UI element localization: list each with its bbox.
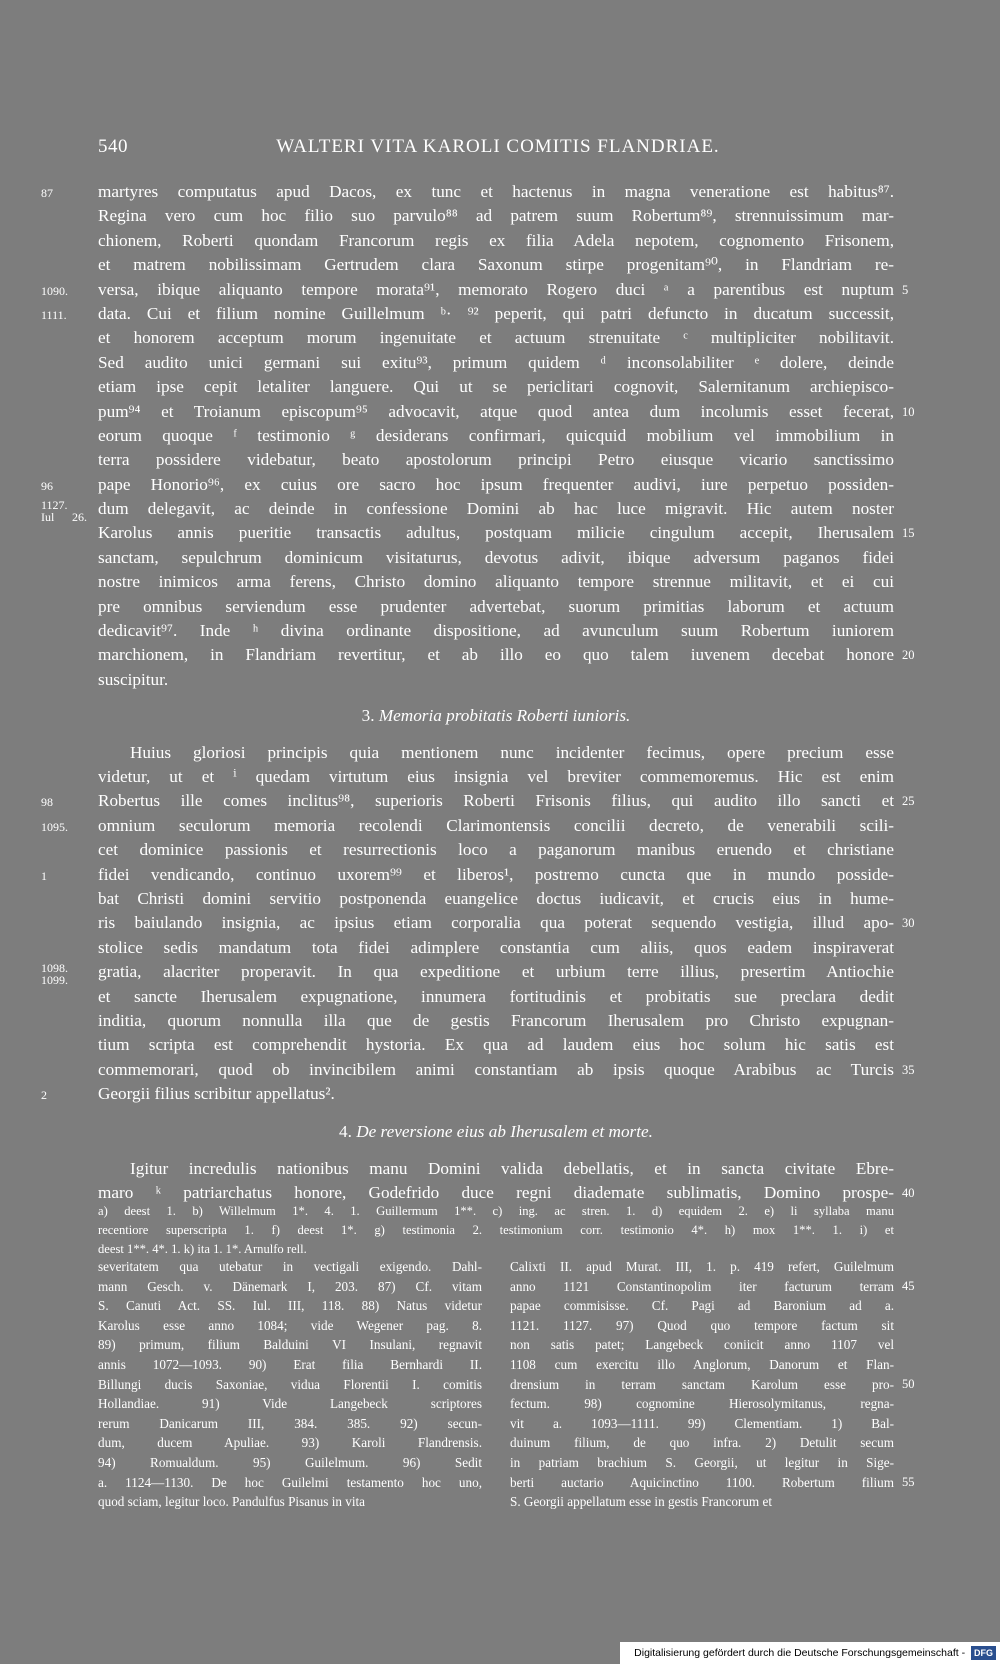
line-text: pape Honorio⁹⁶, ex cuius ore sacro hoc ipsum frequenter audivi, iure perpetuo possiden- (98, 474, 894, 494)
text-line (41, 1082, 894, 1106)
footnote-text: drensium in terram sanctam Karolum esse pro- (510, 1376, 894, 1392)
footnote-line: S. Canuti Act. SS. Iul. III, 118. 88) Natus videtur (98, 1298, 482, 1314)
text-line (98, 375, 894, 399)
line-text: Karolus annis pueritie transactis adultus, postquam milicie cingulum accepit, Iherusalem (98, 523, 894, 543)
section-number: 3. (361, 706, 379, 726)
footnote-line (510, 1355, 894, 1375)
text-line (98, 668, 894, 692)
footnote-line (510, 1277, 915, 1297)
footnote-line: severitatem qua utebatur in vectigali exigendo. Dahl- (98, 1259, 482, 1274)
text-line (41, 180, 894, 204)
text-line (98, 253, 894, 277)
footnote-line (510, 1414, 894, 1434)
apparatus-line: a) deest 1. b) Willelmum 1*. 4. 1. Guillermum 1**. c) ing. ac stren. 1. d) equidem 2. e) li syllaba manu (98, 1204, 894, 1218)
line-number: 45 (902, 1278, 915, 1293)
line-text: Regina vero cum hoc filio suo parvulo⁸⁸ ad patrem suum Robertum⁸⁹, strennuissimum mar- (98, 206, 894, 226)
left-margin-note: 1127. Iul 26. (41, 498, 87, 525)
footnote-line (510, 1316, 894, 1336)
footnote-line (510, 1296, 894, 1316)
section-heading-3 (98, 704, 894, 728)
footnote-line: mann Gesch. v. Dänemark I, 203. 87) Cf. vitam (98, 1278, 482, 1294)
text-line (98, 619, 894, 643)
left-margin-note: 1090. (41, 283, 68, 298)
line-text: pum⁹⁴ et Troianum episcopum⁹⁵ advocavit, atque quod antea dum incolumis esset fecerat, (98, 401, 894, 421)
line-text: inditia, quorum nonnulla illa que de gestis Francorum Iherusalem pro Christo expugnan- (98, 1010, 894, 1030)
text-line (98, 887, 894, 911)
line-text: et honorem acceptum morum ingenuitate et actuum strenuitate ᶜ multipliciter nobilitavit. (98, 328, 894, 348)
left-margin-note: 2 (41, 1088, 47, 1103)
text-line (98, 1157, 894, 1181)
critical-apparatus (98, 1202, 894, 1259)
text-line (41, 302, 894, 326)
line-text: marchionem, in Flandriam revertitur, et ab illo eo quo talem iuvenem decebat honore (98, 645, 894, 665)
line-text: ris baiulando insignia, ac ipsius etiam corporalia qua poterat sequendo vestigia, illud apo- (98, 913, 894, 933)
text-line (98, 229, 894, 253)
line-number: 5 (902, 282, 909, 297)
text-line (98, 546, 894, 570)
footnote-line: dum, ducem Apuliae. 93) Karoli Flandrensis. (98, 1435, 482, 1451)
footnote-text: papae commisisse. Cf. Pagi ad Baronium ad a. (510, 1298, 894, 1314)
line-text: omnium seculorum memoria recolendi Clarimontensis concilii decreto, de venerabili scili- (98, 815, 894, 835)
text-line (98, 838, 894, 862)
footnote-line: Hollandiae. 91) Vide Langebeck scriptores (98, 1396, 482, 1412)
text-line (98, 351, 894, 375)
line-text: chionem, Roberti quondam Francorum regis ex filia Adela nepotem, cognomento Frisonem, (98, 230, 894, 250)
line-number: 30 (902, 916, 915, 931)
footnotes-left-column (98, 1257, 482, 1512)
footnote-text: fectum. 98) cognomine Hierosolymitanus, regna- (510, 1396, 894, 1412)
footnote-line (510, 1375, 915, 1395)
line-text: commemorari, quod ob invincibilem animi constantiam ab ipsis quoque Arabibus ac Turcis (98, 1059, 894, 1079)
footnote-line (510, 1335, 894, 1355)
line-number: 35 (902, 1062, 915, 1077)
text-line (98, 1058, 915, 1082)
left-margin-note: 1098. 1099. (41, 961, 68, 988)
line-number: 10 (902, 404, 915, 419)
footnote-line: a. 1124—1130. De hoc Guilelmi testamento hoc uno, (98, 1474, 482, 1490)
text-line (98, 326, 894, 350)
text-line (98, 741, 894, 765)
left-margin-note: 87 (41, 186, 53, 200)
line-text: et sancte Iherusalem expugnatione, innumera fortitudinis et probitatis sue preclara dedit (98, 986, 894, 1006)
dfg-logo-icon: DFG (971, 1646, 996, 1660)
dfg-credit-banner[interactable] (620, 1642, 1000, 1664)
spacer (98, 1145, 894, 1157)
line-text: pre omnibus serviendum esse prudenter advertebat, suorum primitias laborum et actuum (98, 596, 894, 616)
spacer (98, 729, 894, 741)
spacer (98, 1106, 894, 1120)
footnote-text: S. Georgii appellatum esse in gestis Francorum et (510, 1494, 772, 1510)
footnote-line: Karolus esse anno 1084; vide Wegener pag. 8. (98, 1317, 482, 1333)
footnote-text: duinum filium, de quo infra. 2) Detulit secum (510, 1435, 894, 1451)
line-text: eorum quoque ᶠ testimonio ᵍ desiderans confirmari, quicquid mobilium vel immobilium in (98, 425, 894, 445)
text-line (98, 448, 894, 472)
text-line (98, 595, 894, 619)
footnote-line (510, 1473, 915, 1493)
footnote-text: in patriam brachium S. Georgii, ut legitur in Sige- (510, 1454, 894, 1470)
credit-text: Digitalisierung gefördert durch die Deutsche Forschungsgemeinschaft - (634, 1647, 966, 1659)
left-margin-note: 98 (41, 795, 53, 810)
text-line (41, 473, 894, 497)
text-line (41, 960, 894, 988)
line-text: maro ᵏ patriarchatus honore, Godefrido duce regni diademate sublimatis, Domino prospe- (98, 1183, 894, 1203)
line-text: data. Cui et filium nomine Guillelmum ᵇ· ⁹² peperit, qui patri defuncto in ducatum successit, (98, 303, 894, 323)
footnote-line: annis 1072—1093. 90) Erat filia Bernhardi II. (98, 1356, 482, 1372)
line-text: stolice sedis mandatum tota fidei adimplere constantia cum aliis, quos eadem inspiraverat (98, 937, 894, 957)
footnote-line (510, 1257, 894, 1277)
line-text: bat Christi domini servitio postponenda euangelice doctus iudicavit, et crucis eius in hume- (98, 888, 894, 908)
section-heading-4 (98, 1120, 894, 1144)
spacer (98, 692, 894, 704)
line-text: Igitur incredulis nationibus manu Domini valida debellatis, et in sancta civitate Ebre- (130, 1158, 894, 1178)
section-title: De reversione eius ab Iherusalem et morte. (356, 1122, 653, 1142)
page-number: 540 (98, 136, 128, 157)
footnote-text: vit a. 1093—1111. 99) Clementiam. 1) Bal- (510, 1415, 894, 1431)
line-text: versa, ibique aliquanto tempore morata⁹¹, memorato Rogero duci ᵃ a parentibus est nuptum (98, 279, 894, 299)
line-text: cet dominice passionis et resurrectionis loco a paganorum manibus eruendo et christiane (98, 840, 894, 860)
line-text: Robertus ille comes inclitus⁹⁸, superioris Roberti Frisonis filius, qui audito illo sancti et (98, 791, 894, 811)
text-line (98, 911, 915, 935)
text-line (98, 521, 915, 545)
line-number: 20 (902, 648, 915, 663)
line-text: fidei vendicando, continuo uxorem⁹⁹ et liberos¹, postremo cuncta que in mundo posside- (98, 864, 894, 884)
text-line (98, 424, 894, 448)
left-margin-note: 1111. (41, 307, 67, 322)
footnote-line (510, 1492, 894, 1512)
text-line (98, 1009, 894, 1033)
line-text: gratia, alacriter properavit. In qua expeditione et urbium terre illius, presertim Antiochie (98, 962, 894, 982)
apparatus-line: deest 1**. 4*. 1. k) ita 1. 1*. Arnulfo rell. (98, 1242, 307, 1256)
section-title: Memoria probitatis Roberti iunioris. (378, 706, 631, 726)
footnote-text: non satis patet; Langebeck coniicit anno 1107 vel (510, 1337, 894, 1353)
text-line (98, 985, 894, 1009)
line-text: videtur, ut et ⁱ quedam virtutum eius insignia vel breviter commemoremus. Hic est enim (98, 766, 894, 786)
text-line (98, 204, 894, 228)
left-margin-note: 1 (41, 868, 47, 883)
left-margin-note: 96 (41, 478, 53, 493)
footnote-text: 1108 cum exercitu illo Anglorum, Danorum et Flan- (510, 1356, 894, 1372)
footnote-line: 89) primum, filium Balduini VI Insulani, regnavit (98, 1337, 482, 1353)
line-number: 40 (902, 1186, 915, 1201)
text-line (41, 863, 894, 887)
footnotes (98, 1257, 915, 1557)
footnote-line: quod sciam, legitur loco. Pandulfus Pisanus in vita (98, 1494, 366, 1510)
line-text: Huius gloriosi principis quia mentionem nunc incidenter fecimus, opere precium esse (130, 742, 894, 762)
text-line (98, 936, 894, 960)
line-number: 25 (902, 794, 915, 809)
footnote-text: Calixti II. apud Murat. III, 1. p. 419 refert, Guilelmum (510, 1259, 894, 1274)
text-line (98, 400, 915, 424)
footnote-text: anno 1121 Constantinopolim iter facturum terram (510, 1278, 894, 1294)
text-line (41, 789, 915, 813)
running-title: WALTERI VITA KAROLI COMITIS FLANDRIAE. (276, 136, 720, 157)
line-text: Georgii filius scribitur appellatus². (98, 1084, 335, 1104)
text-line (41, 497, 894, 525)
footnote-line: Billungi ducis Saxoniae, vidua Florentii I. comitis (98, 1376, 482, 1392)
line-text: dum delegavit, ac deinde in confessione Domini ab hac luce migravit. Hic autem noster (98, 499, 894, 519)
line-text: sanctam, sepulchrum dominicum visitaturus, devotus adivit, ibique adversum paganos fidei (98, 547, 894, 567)
footnote-line: 94) Romualdum. 95) Guilelmum. 96) Sedit (98, 1454, 482, 1470)
footnote-line: rerum Danicarum III, 384. 385. 92) secun- (98, 1415, 482, 1431)
line-text: suscipitur. (98, 669, 169, 689)
line-text: dedicavit⁹⁷. Inde ʰ divina ordinante dispositione, ad avunculum suum Robertum iuniorem (98, 621, 894, 641)
line-text: nostre inimicos arma ferens, Christo domino aliquanto tempore strennue militavit, et ei cui (98, 572, 894, 592)
footnote-text: berti auctario Aquicinctino 1100. Robertum filium (510, 1474, 894, 1490)
line-number: 15 (902, 526, 915, 541)
line-text: tium scripta est comprehendit hystoria. Ex qua ad laudem eius hoc solum hic satis est (98, 1035, 894, 1055)
page-header (98, 136, 898, 166)
left-margin-note: 1095. (41, 819, 68, 834)
footnote-line (510, 1394, 894, 1414)
main-text (41, 180, 915, 1206)
text-line (41, 278, 909, 302)
line-text: terra possidere videbatur, beato apostolorum principi Petro eiusque vicario sanctissimo (98, 450, 894, 470)
line-text: martyres computatus apud Dacos, ex tunc et hactenus in magna veneratione est habitus⁸⁷. (98, 182, 894, 201)
footnote-text: 1121. 1127. 97) Quod quo tempore factum sit (510, 1317, 894, 1333)
footnote-line (510, 1433, 894, 1453)
line-number: 55 (902, 1474, 915, 1489)
line-text: etiam ipse cepit letaliter languere. Qui ut se periclitari cognovit, Salernitanum archiepisco- (98, 377, 894, 397)
line-text: et matrem nobilissimam Gertrudem clara Saxonum stirpe progenitam⁹⁰, in Flandriam re- (98, 255, 894, 275)
text-line (98, 570, 894, 594)
apparatus-line: recentiore superscripta 1. f) deest 1*. g) testimonia 2. testimonium corr. testimonio 4*. h) mox 1**. 1. i) et (98, 1223, 894, 1237)
footnotes-right-column (510, 1257, 915, 1512)
text-line (98, 765, 894, 789)
line-text: Sed audito unici germani sui exitu⁹³, primum quidem ᵈ inconsolabiliter ᵉ dolere, deinde (98, 352, 894, 372)
text-line (98, 643, 915, 667)
line-number: 50 (902, 1376, 915, 1391)
footnote-line (510, 1453, 894, 1473)
text-line (41, 814, 894, 838)
text-line (98, 1033, 894, 1057)
section-number: 4. (339, 1122, 357, 1142)
